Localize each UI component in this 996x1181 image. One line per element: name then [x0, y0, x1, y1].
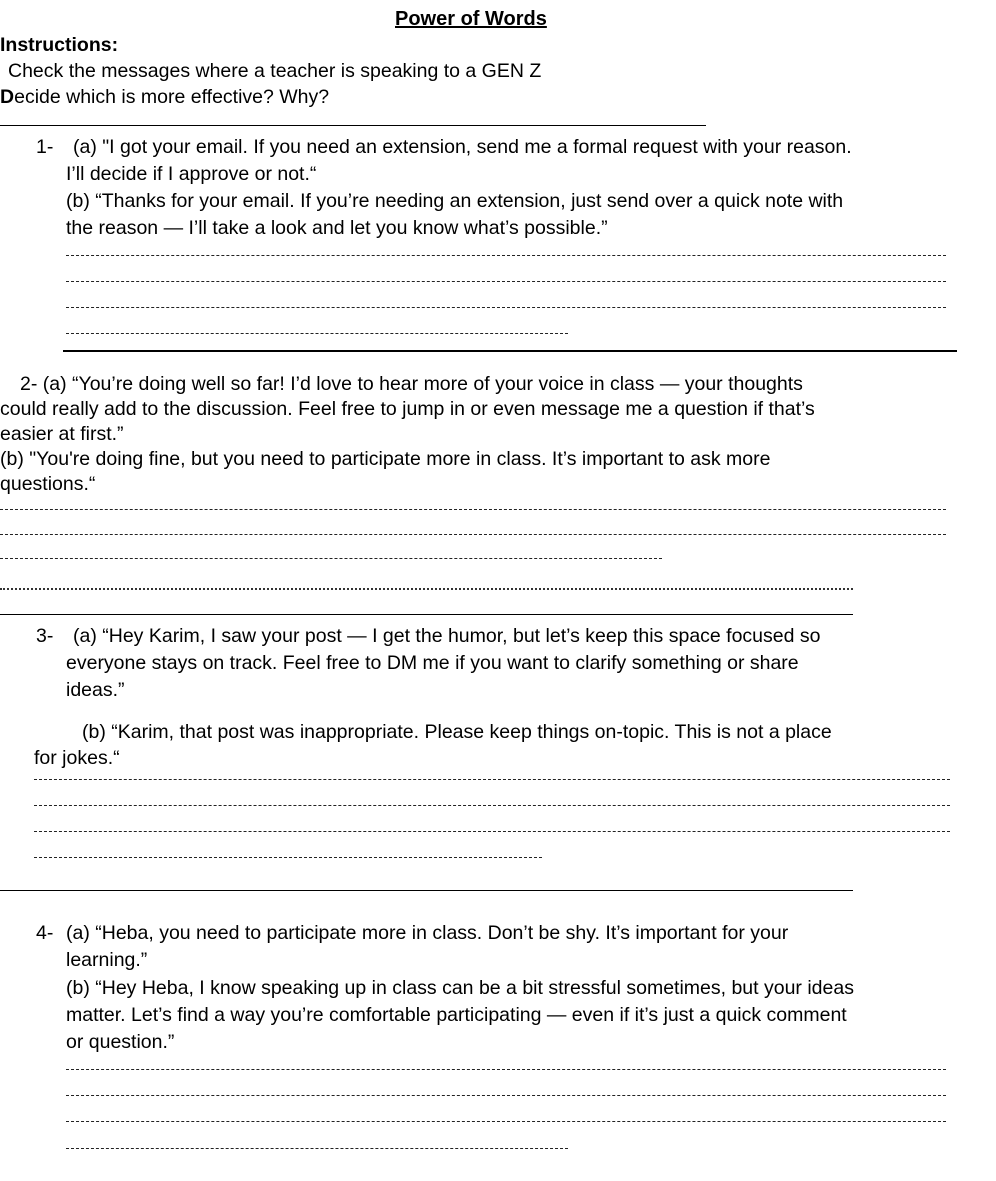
q2-option-b-line-1: (b) "You're doing fine, but you need to participate more in class. It’s important to ask more: [0, 448, 771, 470]
q3-option-a-line-3: ideas.”: [66, 679, 125, 701]
q4-answer-line[interactable]: [66, 1069, 946, 1070]
instructions-line-2-rest: ecide which is more effective? Why?: [14, 86, 330, 108]
q4-option-a-line-2: learning.”: [66, 949, 148, 971]
q3-option-b-line-1: (b) “Karim, that post was inappropriate. Please keep things on-topic. This is not a place: [82, 721, 832, 743]
q3-option-a-line-1: (a) “Hey Karim, I saw your post — I get the humor, but let’s keep this space focused so: [73, 625, 821, 647]
q1-answer-line[interactable]: [66, 307, 946, 308]
q2-answer-line[interactable]: [0, 588, 853, 590]
q4-option-b-line-3: or question.”: [66, 1031, 175, 1053]
q2-answer-line[interactable]: [0, 509, 946, 510]
q3-answer-line[interactable]: [34, 857, 542, 858]
q4-option-b-line-2: matter. Let’s find a way you’re comfortable participating — even if it’s just a quick comment: [66, 1004, 847, 1026]
q3-option-b-line-2: for jokes.“: [34, 747, 120, 769]
instructions-line-2: [0, 84, 329, 110]
q4-answer-line[interactable]: [66, 1095, 946, 1096]
q1-number: 1-: [36, 136, 54, 158]
q2-option-a-line-3: easier at first.”: [0, 423, 124, 445]
q4-option-b-line-1: (b) “Hey Heba, I know speaking up in class can be a bit stressful sometimes, but your ideas: [66, 977, 854, 999]
q1-answer-line[interactable]: [66, 255, 946, 256]
q1-answer-line[interactable]: [66, 281, 946, 282]
q4-answer-line[interactable]: [66, 1121, 946, 1122]
q1-option-b-line-2: the reason — I’ll take a look and let you know what’s possible.”: [66, 217, 608, 239]
q4-answer-line[interactable]: [66, 1148, 568, 1149]
q2-divider: [0, 614, 853, 615]
q2-option-a-line-2: could really add to the discussion. Feel free to jump in or even message me a question if that’s: [0, 398, 815, 420]
q3-answer-line[interactable]: [34, 779, 950, 780]
q1-option-a-line-2: I’ll decide if I approve or not.“: [66, 163, 317, 185]
q2-answer-line[interactable]: [0, 558, 662, 559]
q2-answer-line[interactable]: [0, 534, 946, 535]
q1-answer-line[interactable]: [66, 333, 568, 334]
instructions-line-1: Check the messages where a teacher is speaking to a GEN Z: [8, 60, 542, 82]
q3-divider: [0, 890, 853, 891]
q1-option-a-line-1: (a) "I got your email. If you need an extension, send me a formal request with your reason.: [73, 136, 852, 158]
q4-number: 4-: [36, 922, 54, 944]
q3-option-a-line-2: everyone stays on track. Feel free to DM me if you want to clarify something or share: [66, 652, 799, 674]
page-title: Power of Words: [395, 8, 547, 30]
q3-number: 3-: [36, 625, 54, 647]
q3-answer-line[interactable]: [34, 805, 950, 806]
q2-option-b-line-2: questions.“: [0, 473, 96, 495]
q4-option-a-line-1: (a) “Heba, you need to participate more in class. Don’t be shy. It’s important for your: [66, 922, 789, 944]
q3-answer-line[interactable]: [34, 831, 950, 832]
instructions-heading: Instructions:: [0, 34, 119, 56]
instructions-divider: [0, 125, 706, 126]
q1-divider: [63, 350, 957, 352]
instructions-drop-letter: D: [0, 86, 15, 108]
q1-option-b-line-1: (b) “Thanks for your email. If you’re needing an extension, just send over a quick note with: [66, 190, 844, 212]
q2-option-a-line-1: 2- (a) “You’re doing well so far! I’d love to hear more of your voice in class — your thoughts: [20, 373, 803, 395]
